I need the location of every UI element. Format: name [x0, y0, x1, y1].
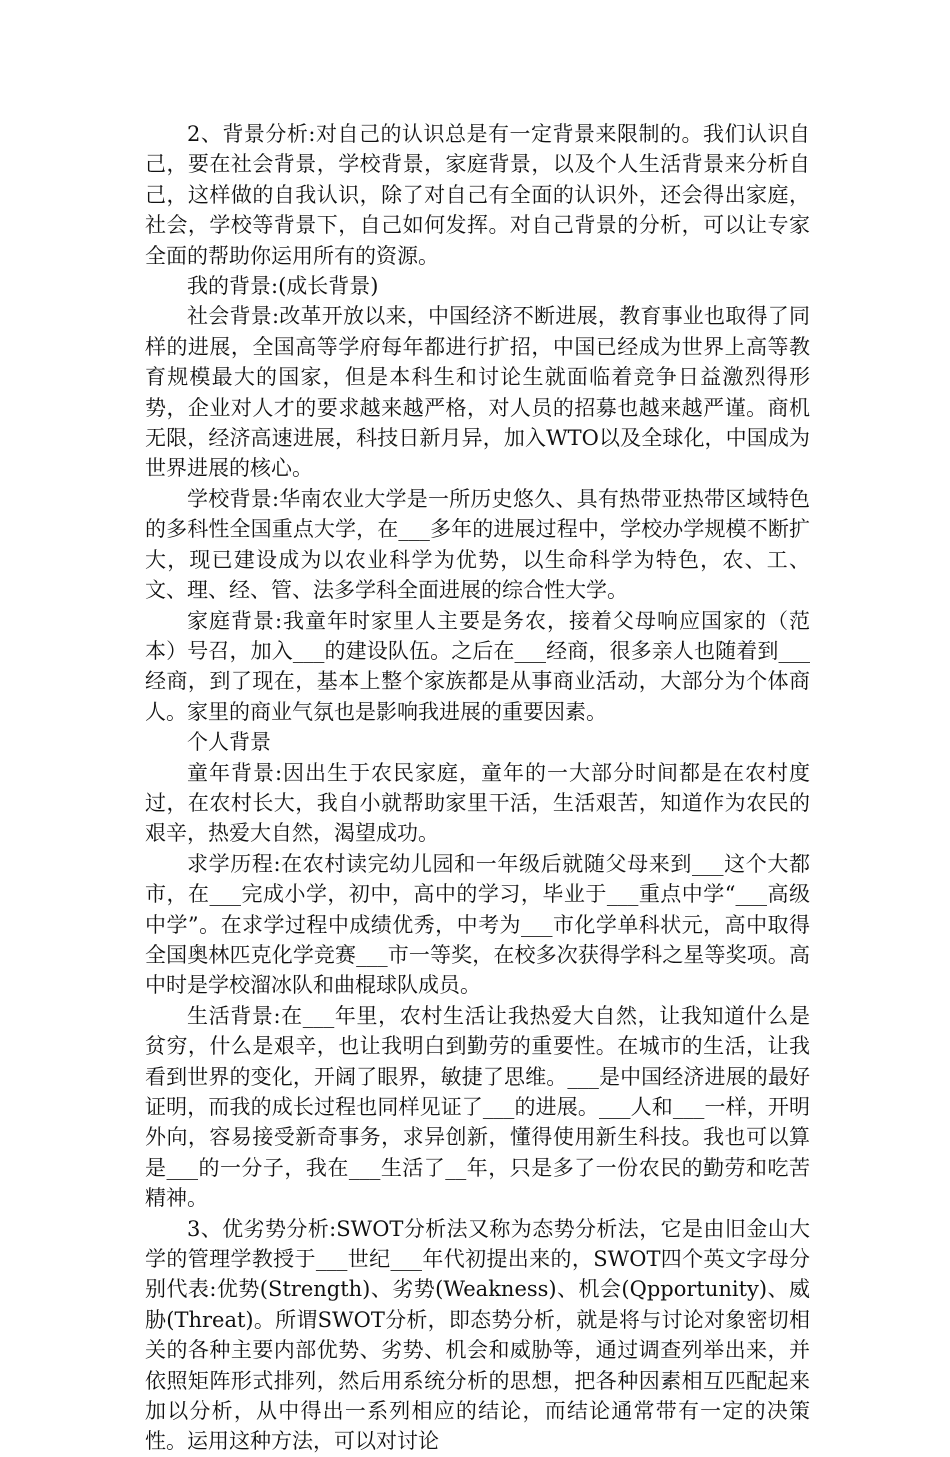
paragraph-social-background: 社会背景:改革开放以来，中国经济不断进展，教育事业也取得了同样的进展，全国高等学府每年都进行扩招，中国已经成为世界上高等教育规模最大的国家，但是本科生和讨论生就面临着竞争日益激烈得形势，企业对人才的要求越来越严格，对人员的招募也越来越严谨。商机无限，经济高速进展，科技日新月异，加入WTO以及全球化，中国成为世界进展的核心。	[145, 304, 810, 481]
document-page	[145, 119, 810, 1457]
paragraph-school-background: 学校背景:华南农业大学是一所历史悠久、具有热带亚热带区域特色的多科性全国重点大学，在___多年的进展过程中，学校办学规模不断扩大，现已建设成为以农业科学为优势，以生命科学为特色，农、工、文、理、经、管、法多学科全面进展的综合性大学。	[145, 486, 810, 603]
paragraph-family-background: 家庭背景:我童年时家里人主要是务农，接着父母响应国家的（范本）号召，加入___的建设队伍。之后在___经商，很多亲人也随着到___经商，到了现在，基本上整个家族都是从事商业活动，大部分为个体商人。家里的商业气氛也是影响我进展的重要因素。	[145, 608, 810, 724]
paragraph-swot-analysis: 3、优劣势分析:SWOT分析法又称为态势分析法，它是由旧金山大学的管理学教授于___世纪___年代初提出来的，SWOT四个英文字母分别代表:优势(Strength)、劣势(Weakness)、机会(Qpportunity)、威胁(Threat)。所谓SWOT分析，即态势分析，就是将与讨论对象密切相关的各种主要内部优势、劣势、机会和威胁等，通过调查列举出来，并依照矩阵形式排列，然后用系统分析的思想，把各种因素相互匹配起来加以分析，从中得出一系列相应的结论，而结论通常带有一定的决策性。运用这种方法，可以对讨论	[145, 1216, 810, 1454]
paragraph-childhood-background: 童年背景:因出生于农民家庭，童年的一大部分时间都是在农村度过，在农村长大，我自小就帮助家里干活，生活艰苦，知道作为农民的艰辛，热爱大自然，渴望成功。	[145, 760, 810, 846]
paragraph-personal-background: 个人背景	[187, 730, 271, 755]
paragraph-life-background: 生活背景:在___年里，农村生活让我热爱大自然，让我知道什么是贫穷，什么是艰辛，也让我明白到勤劳的重要性。在城市的生活，让我看到世界的变化，开阔了眼界，敏捷了思维。___是中国经济进展的最好证明，而我的成长过程也同样见证了___的进展。___人和___一样，开明外向，容易接受新奇事务，求异创新，懂得使用新生科技。我也可以算是___的一分子，我在___生活了__年，只是多了一份农民的勤劳和吃苦精神。	[145, 1003, 810, 1211]
paragraph-education-history: 求学历程:在农村读完幼儿园和一年级后就随父母来到___这个大都市，在___完成小学，初中，高中的学习，毕业于___重点中学“___高级中学”。在求学过程中成绩优秀，中考为___市化学单科状元，高中取得全国奥林匹克化学竞赛___市一等奖，在校多次获得学科之星等奖项。高中时是学校溜冰队和曲棍球队成员。	[145, 851, 810, 998]
paragraph-my-background: 我的背景:(成长背景)	[187, 274, 379, 299]
paragraph-background-analysis: 2、背景分析:对自己的认识总是有一定背景来限制的。我们认识自己，要在社会背景，学校背景，家庭背景，以及个人生活背景来分析自己，这样做的自我认识，除了对自己有全面的认识外，还会得出家庭，社会，学校等背景下，自己如何发挥。对自己背景的分析，可以让专家全面的帮助你运用所有的资源。	[145, 122, 810, 268]
